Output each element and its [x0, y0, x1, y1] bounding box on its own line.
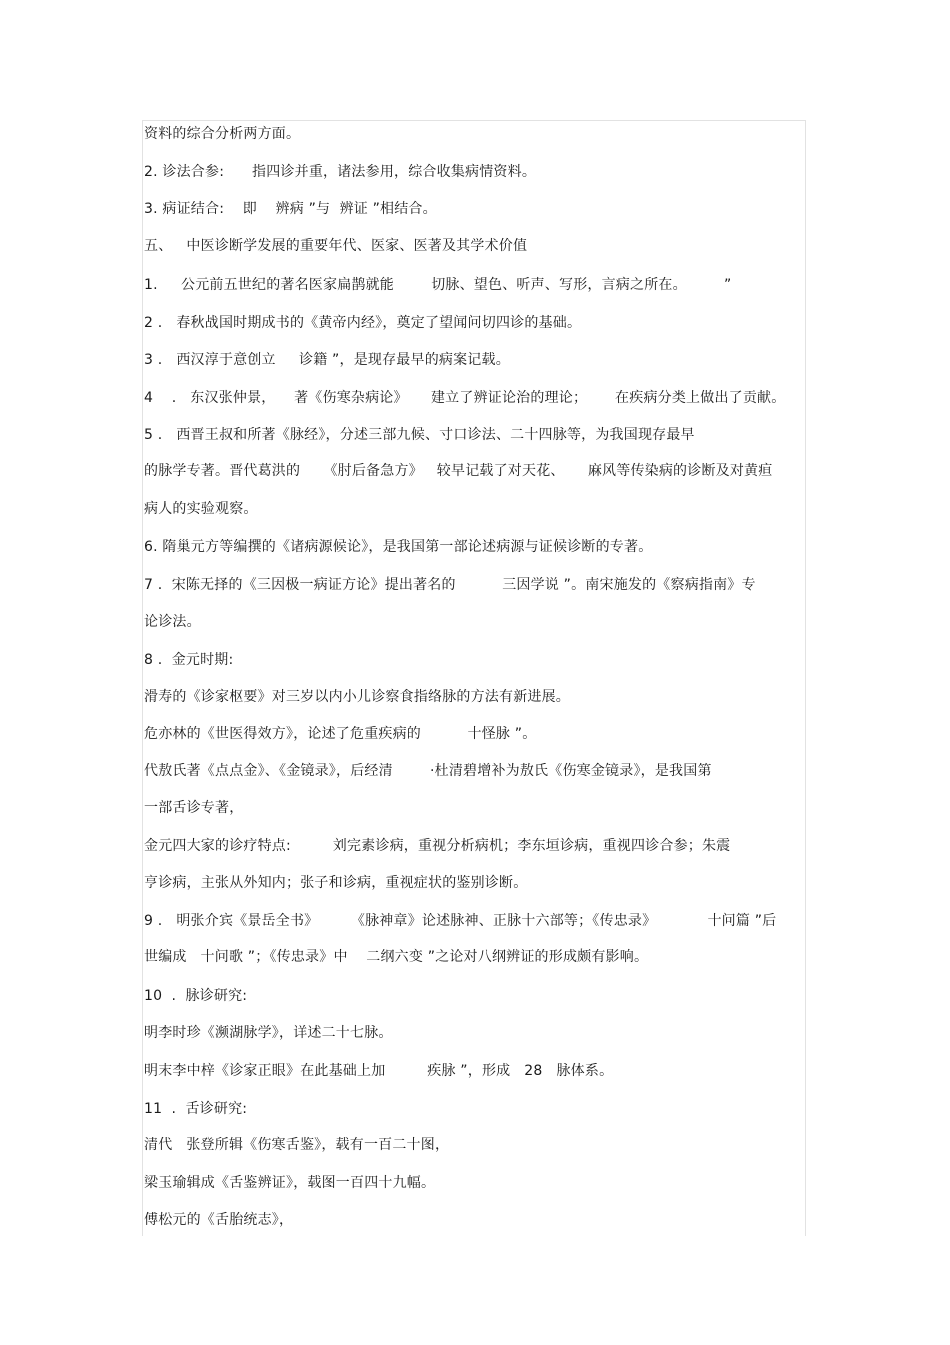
text-line: 1. 公元前五世纪的著名医家扁鹊就能 切脉、望色、听声、写形，言病之所在。 ”: [144, 277, 732, 293]
text-line: 清代 张登所辑《伤寒舌鉴》，载有一百二十图，: [144, 1137, 450, 1153]
text-line: 论诊法。: [144, 614, 201, 630]
text-line: 10 . 脉诊研究:: [144, 988, 248, 1004]
text-line: 3 . 西汉淳于意创立 诊籍 ”，是现存最早的病案记载。: [144, 352, 510, 368]
text-line: 的脉学专著。晋代葛洪的 《肘后备急方》 较早记载了对天花、 麻风等传染病的诊断及对黄疸: [144, 463, 773, 479]
text-line: 明末李中梓《诊家正眼》在此基础上加 疾脉 ”，形成 28 脉体系。: [144, 1063, 614, 1079]
text-line: 梁玉瑜辑成《舌鉴辨证》，载图一百四十九幅。: [144, 1175, 436, 1191]
text-line: 一部舌诊专著，: [144, 800, 244, 816]
text-line: 2 . 春秋战国时期成书的《黄帝内经》，奠定了望闻问切四诊的基础。: [144, 315, 582, 331]
text-line: 9 . 明张介宾《景岳全书》 《脉神章》论述脉神、正脉十六部等；《传忠录》 十问篇 ”后: [144, 913, 777, 929]
text-line: 危亦林的《世医得效方》，论述了危重疾病的 十怪脉 ”。: [144, 726, 537, 742]
text-line: 滑寿的《诊家枢要》对三岁以内小儿诊察食指络脉的方法有新进展。: [144, 689, 570, 705]
text-line: 明李时珍《濒湖脉学》，详述二十七脉。: [144, 1025, 393, 1041]
text-line: 亨诊病，主张从外知内；张子和诊病，重视症状的鉴别诊断。: [144, 875, 528, 891]
text-line: 6. 隋巢元方等编撰的《诸病源候论》，是我国第一部论述病源与证候诊断的专著。: [144, 539, 653, 555]
text-line: 代敖氏著《点点金》、《金镜录》，后经清 ·杜清碧增补为敖氏《伤寒金镜录》，是我国第: [144, 763, 712, 779]
text-line: 4 . 东汉张仲景， 著《伤寒杂病论》 建立了辨证论治的理论； 在疾病分类上做出了贡献。: [144, 390, 786, 406]
text-line: 7 . 宋陈无择的《三因极一病证方论》提出著名的 三因学说 ”。南宋施发的《察病指南》专: [144, 577, 756, 593]
text-line: 5 . 西晋王叔和所著《脉经》，分述三部九候、寸口诊法、二十四脉等，为我国现存最早: [144, 427, 695, 443]
text-line: 傅松元的《舌胎统志》，: [144, 1212, 294, 1228]
text-line: 资料的综合分析两方面。: [144, 126, 301, 142]
text-line: 金元四大家的诊疗特点: 刘完素诊病，重视分析病机；李东垣诊病，重视四诊合参；朱震: [144, 838, 731, 854]
text-line: 11 . 舌诊研究:: [144, 1101, 248, 1117]
text-line: 2. 诊法合参: 指四诊并重，诸法参用，综合收集病情资料。: [144, 164, 537, 180]
text-line: 8 . 金元时期:: [144, 652, 234, 668]
section-heading: 五、 中医诊断学发展的重要年代、医家、医著及其学术价值: [144, 238, 528, 254]
text-line: 3. 病证结合: 即 辨病 ”与 辨证 ”相结合。: [144, 201, 437, 217]
text-line: 病人的实验观察。: [144, 501, 258, 517]
text-line: 世编成 十问歌 ”；《传忠录》中 二纲六变 ”之论对八纲辨证的形成颇有影响。: [144, 949, 649, 965]
